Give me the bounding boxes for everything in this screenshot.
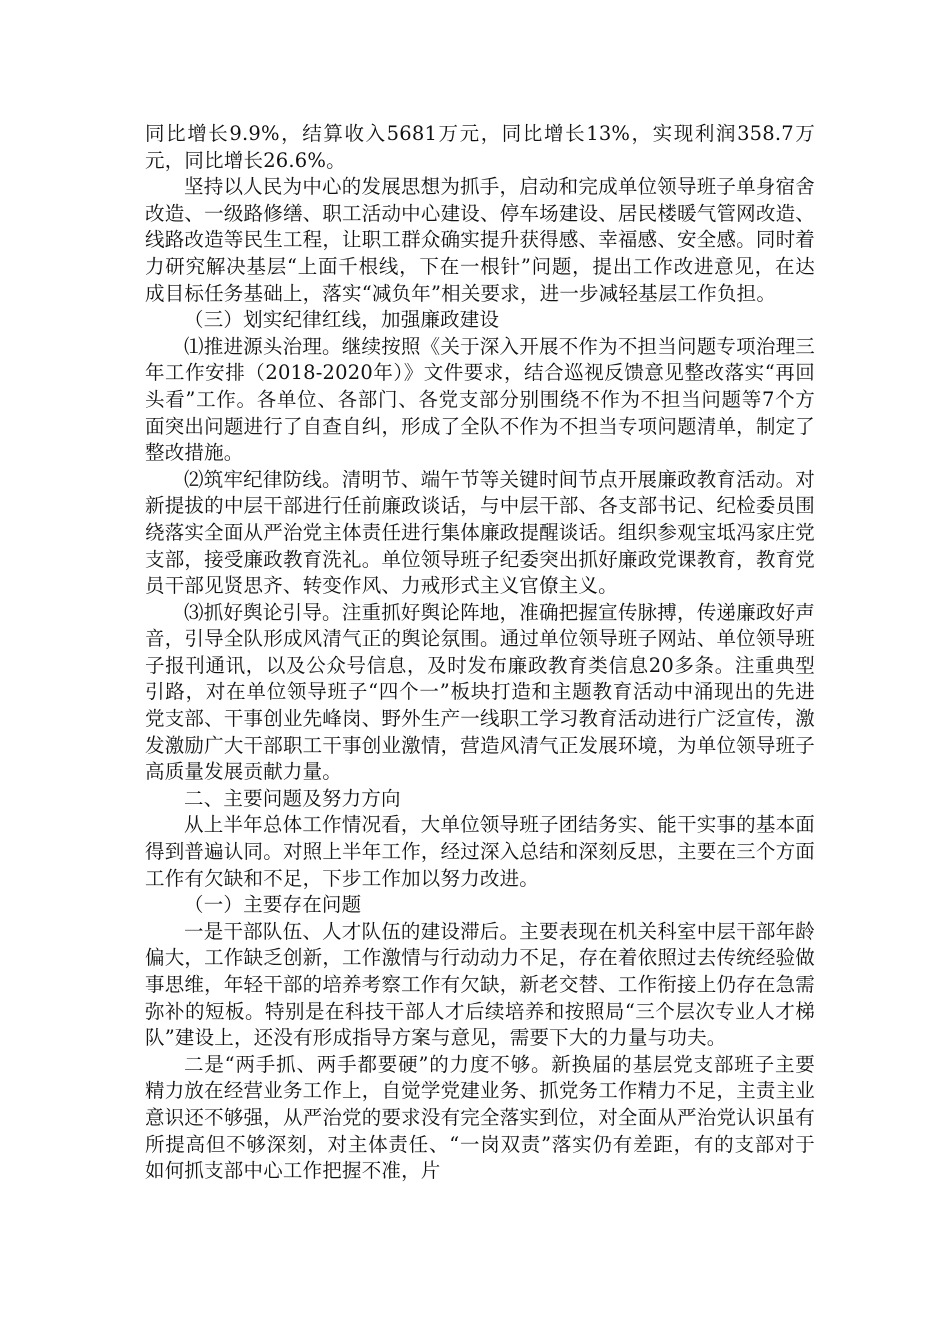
paragraph-livelihood-projects: 坚持以人民为中心的发展思想为抓手，启动和完成单位领导班子单身宿舍改造、一级路修缮、职工活动中心建设、停车场建设、居民楼暖气管网改造、线路改造等民生工程，让职工群众确实提升获得感、幸福感、安全感。同时着力研究解决基层“上面千根线，下在一根针”问题，提出工作改进意见，在达成目标任务基础上，落实“减负年”相关要求，进一步减轻基层工作负担。: [145, 175, 815, 305]
section-heading-problems: 二、主要问题及努力方向: [184, 786, 401, 810]
subheading-main-problems: （一）主要存在问题: [184, 893, 362, 917]
paragraph-overall-assessment: 从上半年总体工作情况看，大单位领导班子团结务实、能干实事的基本面得到普遍认同。对照上半年工作，经过深入总结和深刻反思，主要在三个方面工作有欠缺和不足，下步工作加以努力改进。: [145, 813, 815, 890]
subheading-discipline: （三）划实纪律红线，加强廉政建设: [184, 308, 500, 332]
paragraph-continuation: 同比增长9.9%，结算收入5681万元，同比增长13%，实现利润358.7万元，同比增长26.6%。: [145, 122, 815, 172]
paragraph-source-governance: ⑴推进源头治理。继续按照《关于深入开展不作为不担当问题专项治理三年工作安排（2018-2020年）》文件要求，结合巡视反馈意见整改落实“再回头看”工作。各单位、各部门、各党支部分别围绕不作为不担当问题等7个方面突出问题进行了自查自纠，形成了全队不作为不担当专项问题清单，制定了整改措施。: [145, 334, 815, 465]
paragraph-problem-one: 一是干部队伍、人才队伍的建设滞后。主要表现在机关科室中层干部年龄偏大，工作缺乏创新，工作激情与行动动力不足，存在着依照过去传统经验做事思维，年轻干部的培养考察工作有欠缺，新老交替、工作衔接上仍存在急需弥补的短板。特别是在科技干部人才后续培养和按照局“三个层次专业人才梯队”建设上，还没有形成指导方案与意见，需要下大的力量与功夫。: [145, 919, 815, 1050]
document-page: [145, 121, 815, 1185]
paragraph-problem-two: 二是“两手抓、两手都要硬”的力度不够。新换届的基层党支部班子主要精力放在经营业务工作上，自觉学党建业务、抓党务工作精力不足，主责主业意识还不够强，从严治党的要求没有完全落实到位，对全面从严治党认识虽有所提高但不够深刻，对主体责任、“一岗双责”落实仍有差距，有的支部对于如何抓支部中心工作把握不准，片: [145, 1052, 815, 1183]
paragraph-public-opinion: ⑶抓好舆论引导。注重抓好舆论阵地，准确把握宣传脉搏，传递廉政好声音，引导全队形成风清气正的舆论氛围。通过单位领导班子网站、单位领导班子报刊通讯，以及公众号信息，及时发布廉政教育类信息20多条。注重典型引路，对在单位领导班子“四个一”板块打造和主题教育活动中涌现出的先进党支部、干事创业先峰岗、野外生产一线职工学习教育活动进行广泛宣传，激发激励广大干部职工干事创业激情，营造风清气正发展环境，为单位领导班子高质量发展贡献力量。: [145, 600, 815, 784]
paragraph-discipline-defense: ⑵筑牢纪律防线。清明节、端午节等关键时间节点开展廉政教育活动。对新提拔的中层干部进行任前廉政谈话，与中层干部、各支部书记、纪检委员围绕落实全面从严治党主体责任进行集体廉政提醒谈话。组织参观宝坻冯家庄党支部，接受廉政教育洗礼。单位领导班子纪委突出抓好廉政党课教育，教育党员干部见贤思齐、转变作风、力戒形式主义官僚主义。: [145, 467, 815, 598]
